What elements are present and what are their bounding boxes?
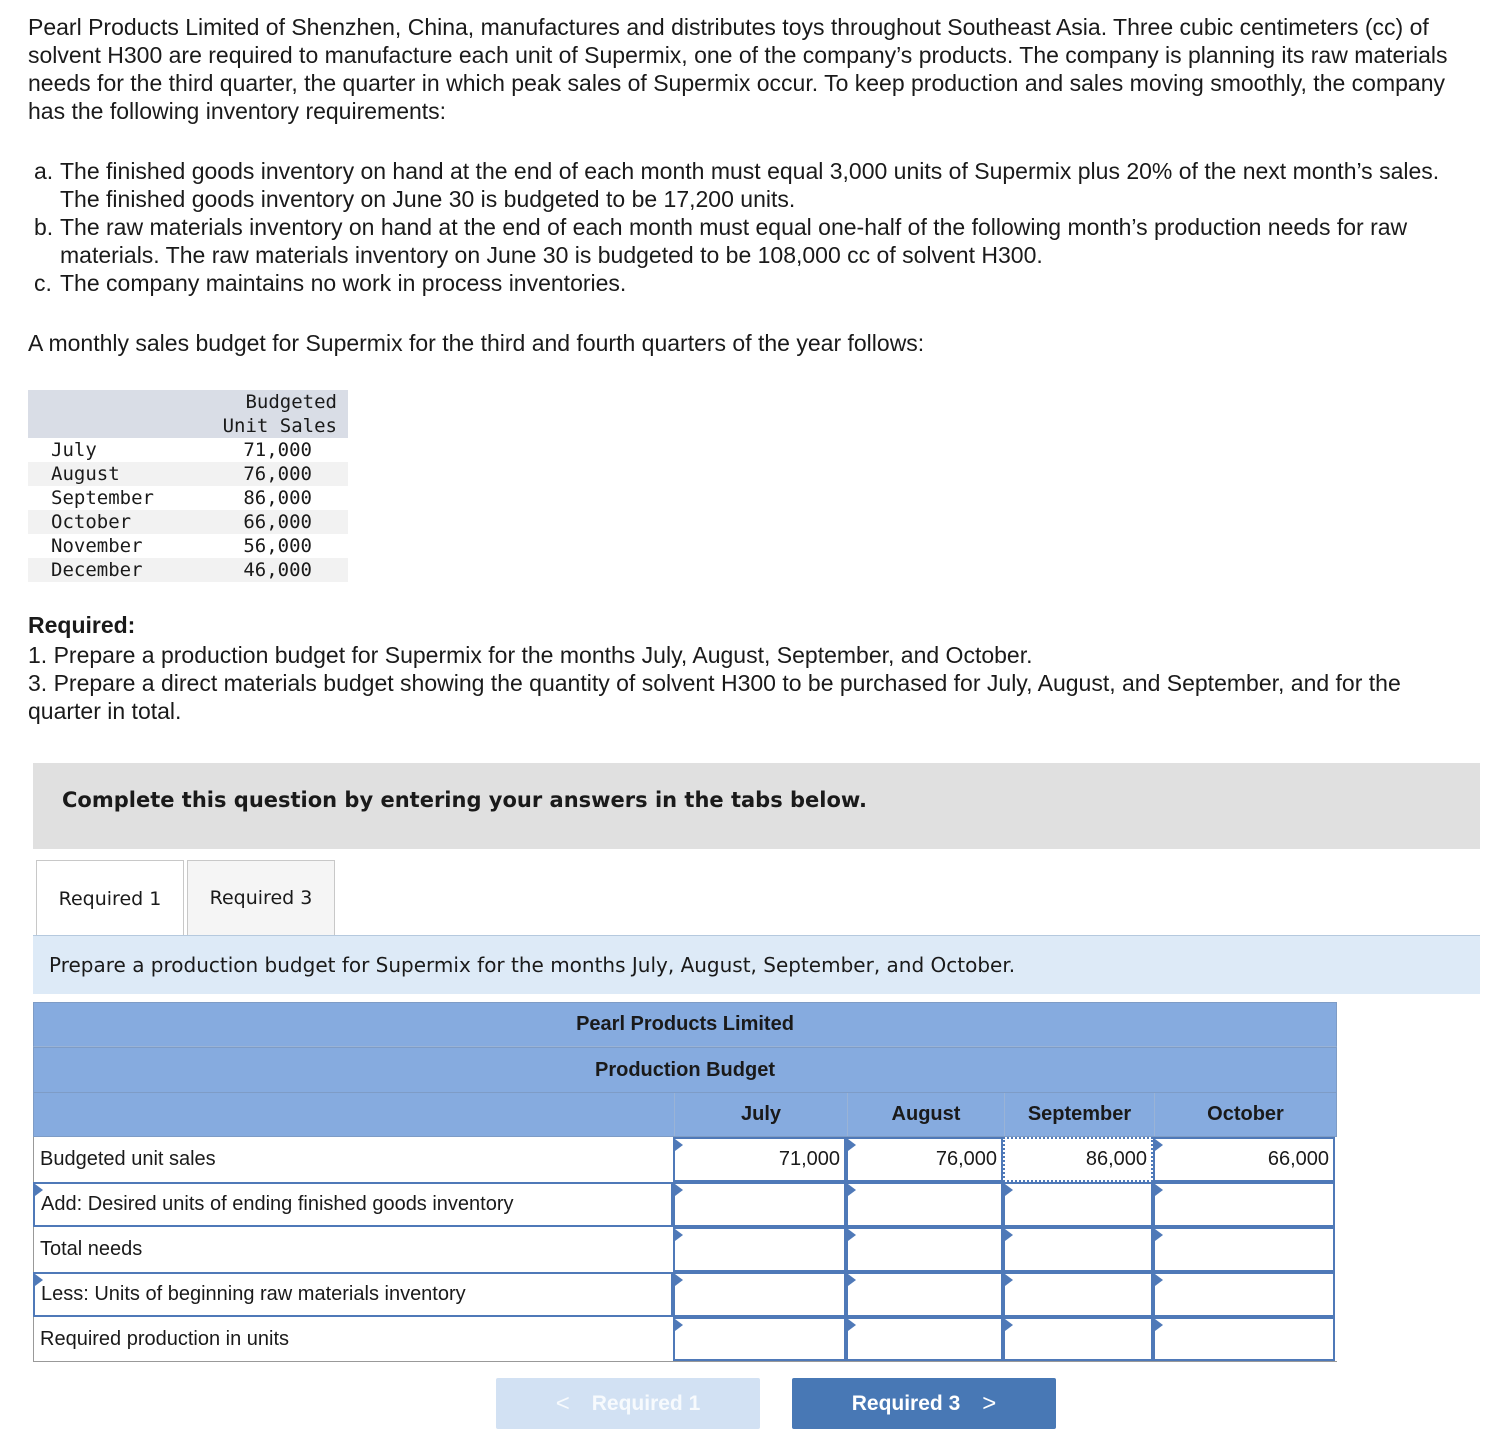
row-label-dropdown[interactable]: Add: Desired units of ending finished goods inventory bbox=[33, 1182, 673, 1227]
requirement-text: The raw materials inventory on hand at the end of each month must equal one-half of the following month’s production needs for raw materials. The raw materials inventory on June 30 is budgeted to be 108,000 cc of solvent H300. bbox=[60, 214, 1408, 268]
input-september[interactable] bbox=[1003, 1272, 1153, 1317]
input-july[interactable] bbox=[673, 1272, 846, 1317]
budget-row-ending-inventory bbox=[33, 1182, 1337, 1227]
requirement-text: The company maintains no work in process inventories. bbox=[60, 270, 627, 296]
budget-row-total-needs bbox=[33, 1227, 1337, 1272]
cell-july[interactable]: 71,000 bbox=[673, 1137, 846, 1182]
production-budget-table bbox=[33, 1002, 1337, 1362]
requirement-a bbox=[34, 157, 1474, 213]
requirement-letter: c. bbox=[34, 270, 52, 296]
row-label: Budgeted unit sales bbox=[33, 1137, 673, 1182]
chevron-right-icon: > bbox=[982, 1389, 997, 1417]
column-header-september: September bbox=[1004, 1093, 1154, 1136]
input-july[interactable] bbox=[673, 1317, 846, 1361]
sales-header-line1: Budgeted bbox=[28, 390, 348, 414]
cell-september[interactable]: 86,000 bbox=[1003, 1137, 1153, 1182]
input-october[interactable] bbox=[1153, 1317, 1335, 1361]
requirement-letter: a. bbox=[34, 158, 54, 184]
sales-header-line2: Unit Sales bbox=[28, 414, 348, 438]
previous-tab-button[interactable] bbox=[496, 1378, 760, 1429]
input-august[interactable] bbox=[846, 1272, 1003, 1317]
budget-row-beginning-inventory bbox=[33, 1272, 1337, 1317]
input-october[interactable] bbox=[1153, 1227, 1335, 1272]
instruction-text: Prepare a production budget for Supermix for the months July, August, September, and October. bbox=[49, 953, 1016, 977]
sales-value: 71,000 bbox=[243, 439, 312, 461]
input-august[interactable] bbox=[846, 1227, 1003, 1272]
sales-budget-table bbox=[28, 390, 348, 582]
column-header-october: October bbox=[1154, 1093, 1336, 1136]
requirement-c bbox=[34, 269, 1474, 297]
column-header-july: July bbox=[674, 1093, 847, 1136]
sales-month: November bbox=[51, 535, 143, 557]
budget-row-unit-sales bbox=[33, 1137, 1337, 1182]
sales-month: July bbox=[51, 439, 97, 461]
row-label-dropdown[interactable]: Less: Units of beginning raw materials inventory bbox=[33, 1272, 673, 1317]
cell-august[interactable]: 76,000 bbox=[846, 1137, 1003, 1182]
row-label: Total needs bbox=[33, 1227, 673, 1272]
input-september[interactable] bbox=[1003, 1317, 1153, 1361]
table-row bbox=[28, 438, 348, 462]
table-row bbox=[28, 486, 348, 510]
table-row bbox=[28, 534, 348, 558]
column-header-august: August bbox=[847, 1093, 1004, 1136]
input-july[interactable] bbox=[673, 1227, 846, 1272]
tab-required-1[interactable]: Required 1 bbox=[36, 860, 184, 936]
sales-month: September bbox=[51, 487, 154, 509]
banner-text: Complete this question by entering your answers in the tabs below. bbox=[62, 788, 867, 812]
tab-required-3[interactable]: Required 3 bbox=[187, 860, 335, 936]
input-august[interactable] bbox=[846, 1317, 1003, 1361]
sales-month: October bbox=[28, 510, 203, 534]
cell-october[interactable]: 66,000 bbox=[1153, 1137, 1335, 1182]
sales-value: 76,000 bbox=[203, 462, 348, 486]
next-tab-button[interactable] bbox=[792, 1378, 1056, 1429]
input-august[interactable] bbox=[846, 1182, 1003, 1227]
column-header-blank bbox=[34, 1093, 674, 1136]
table-row bbox=[28, 558, 348, 582]
input-july[interactable] bbox=[673, 1182, 846, 1227]
intro-paragraph: Pearl Products Limited of Shenzhen, China, manufactures and distributes toys throughout Southeast Asia. Three cubic centimeters (cc) of solvent H300 are required to manufacture each unit of Supermix, one of the company’s products. The company is planning its raw materials needs for the third quarter, the quarter in which peak sales of Supermix occur. To keep production and sales moving smoothly, the company has the following inventory requirements: bbox=[28, 14, 1448, 124]
tab-instruction bbox=[33, 935, 1480, 994]
sales-value: 56,000 bbox=[243, 535, 312, 557]
row-label: Required production in units bbox=[33, 1317, 673, 1361]
previous-tab-label: Required 1 bbox=[591, 1391, 701, 1415]
sales-value: 66,000 bbox=[203, 510, 348, 534]
required-heading: Required: bbox=[28, 612, 136, 638]
requirement-letter: b. bbox=[34, 214, 54, 240]
budget-company-name: Pearl Products Limited bbox=[33, 1002, 1337, 1047]
sales-month: August bbox=[28, 462, 203, 486]
instructions-banner bbox=[33, 763, 1480, 849]
input-october[interactable] bbox=[1153, 1272, 1335, 1317]
sales-value: 46,000 bbox=[203, 558, 348, 582]
sales-month: December bbox=[28, 558, 203, 582]
sales-intro: A monthly sales budget for Supermix for the third and fourth quarters of the year follows: bbox=[28, 330, 925, 356]
required-item-1: 1. Prepare a production budget for Supermix for the months July, August, September, and October. bbox=[28, 642, 1033, 668]
input-september[interactable] bbox=[1003, 1227, 1153, 1272]
input-october[interactable] bbox=[1153, 1182, 1335, 1227]
chevron-left-icon: < bbox=[555, 1389, 570, 1417]
inventory-requirements-list bbox=[34, 157, 1474, 297]
budget-column-headers bbox=[33, 1092, 1337, 1137]
required-item-3: 3. Prepare a direct materials budget showing the quantity of solvent H300 to be purchased for July, August, and September, and for the quarter in total. bbox=[28, 670, 1401, 724]
requirement-b bbox=[34, 213, 1474, 269]
budget-title: Production Budget bbox=[33, 1047, 1337, 1092]
input-september[interactable] bbox=[1003, 1182, 1153, 1227]
sales-value: 86,000 bbox=[243, 487, 312, 509]
table-row bbox=[28, 462, 348, 486]
budget-row-required-production bbox=[33, 1317, 1337, 1362]
table-row bbox=[28, 510, 348, 534]
next-tab-label: Required 3 bbox=[851, 1391, 961, 1415]
requirement-text: The finished goods inventory on hand at the end of each month must equal 3,000 units of Supermix plus 20% of the next month’s sales. The finished goods inventory on June 30 is budgeted to be 17,200 units. bbox=[60, 158, 1440, 212]
